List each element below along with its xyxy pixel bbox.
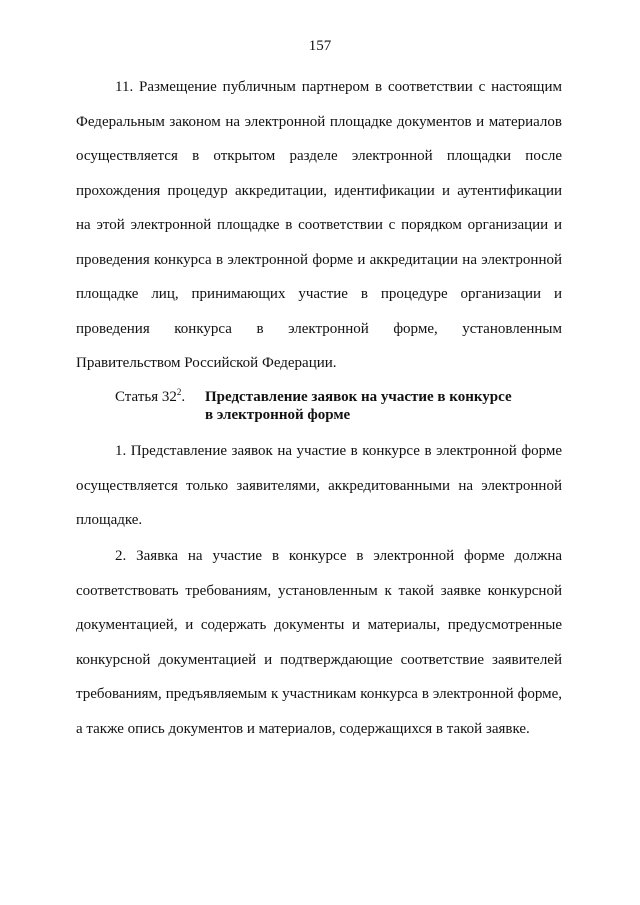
page-number: 157 xyxy=(308,38,332,54)
paragraph-11: 11. Размещение публичным партнером в соответствии с настоящим Федеральным законом на электронной площадке документов и материалов осуществляется в открытом разделе электронной площадки после прохождения процедур аккредитации, идентификации и аутентификации на этой электронной площадке в соответствии с порядком организации и проведения конкурса в электронной форме и аккредитации на электронной площадке лиц, принимающих участие в процедуре организации и проведения конкурса в электронной форме, установленным Правительством Российской Федерации. xyxy=(76,79,562,371)
article-superscript: 2 xyxy=(176,387,182,397)
article-label-suffix: . xyxy=(181,389,186,405)
article-label xyxy=(115,388,185,406)
paragraph-1: 1. Представление заявок на участие в конкурсе в электронной форме осуществляется только заявителями, аккредитованными на электронной площадке. xyxy=(76,443,562,528)
article-paragraph-1 xyxy=(76,434,562,538)
article-label-text: Статья 32 xyxy=(115,389,177,405)
article-title-line1: Представление заявок на участие в конкурсе xyxy=(205,389,512,405)
section-11 xyxy=(76,70,562,381)
paragraph-2: 2. Заявка на участие в конкурсе в электронной форме должна соответствовать требованиям, установленным к такой заявке конкурсной документацией, и содержать документы и материалы, предусмотренные конкурсной документацией и подтверждающие соответствие заявителей требованиям, предъявляемым к участникам конкурса в электронной форме, а также опись документов и материалов, содержащихся в такой заявке. xyxy=(76,548,562,737)
article-title xyxy=(205,388,565,424)
article-paragraph-2 xyxy=(76,539,562,746)
article-title-line2: в электронной форме xyxy=(205,407,351,423)
